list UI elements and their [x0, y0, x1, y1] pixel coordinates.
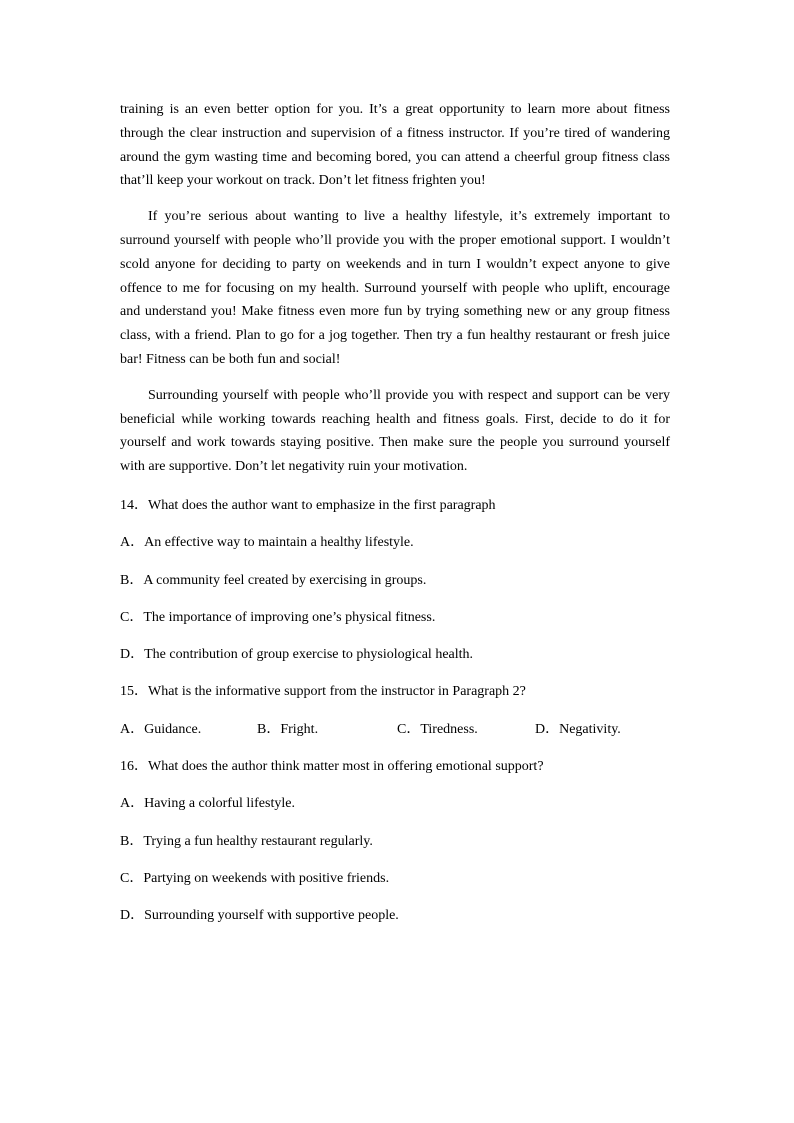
option-a: A．An effective way to maintain a healthy lifestyle.	[120, 535, 414, 551]
option-a: A．Guidance.	[120, 721, 202, 737]
option-d: D．Negativity.	[535, 721, 621, 737]
option-a: A．Having a colorful lifestyle.	[120, 796, 295, 812]
passage-paragraph-2	[120, 205, 670, 372]
question-16	[120, 757, 670, 943]
option-b: B．Fright.	[257, 721, 319, 737]
question-15	[120, 682, 670, 757]
option-c: C．The importance of improving one’s physical fitness.	[120, 609, 436, 625]
passage-paragraph-continued	[120, 98, 670, 193]
option-b: B．Trying a fun healthy restaurant regularly.	[120, 833, 373, 849]
paragraph-text: Surrounding yourself with people who’ll provide you with respect and support can be very beneficial while working towards reaching health and fitness goals. First, decide to do it for yourself and work towards staying positive. Then make sure the people you surround yourself with are supportive. Don’t let negativity ruin your motivation.	[120, 387, 670, 475]
question-stem: 16．What does the author think matter most in offering emotional support?	[120, 759, 544, 775]
paragraph-text: If you’re serious about wanting to live a healthy lifestyle, it’s extremely important to surround yourself with people who’ll provide you with the proper emotional support. I wouldn’t scold anyone for deciding to party on weekends and in turn I wouldn’t expect anyone to give offence to me for focusing on my health. Surround yourself with people who uplift, encourage and understand you! Make fitness even more fun by trying something new or any group fitness class, with a friend. Plan to go for a jog together. Then try a fun healthy restaurant or fresh juice bar! Fitness can be both fun and social!	[120, 209, 670, 367]
question-stem: 15．What is the informative support from the instructor in Paragraph 2?	[120, 684, 526, 700]
page-content	[120, 98, 670, 944]
option-b: B．A community feel created by exercising in groups.	[120, 572, 427, 588]
options-row	[120, 720, 670, 757]
question-14	[120, 496, 670, 682]
option-d: D．The contribution of group exercise to physiological health.	[120, 647, 474, 663]
passage-paragraph-3	[120, 384, 670, 479]
option-c: C．Partying on weekends with positive friends.	[120, 870, 390, 886]
option-c: C．Tiredness.	[397, 721, 478, 737]
option-d: D．Surrounding yourself with supportive people.	[120, 908, 399, 924]
question-stem: 14．What does the author want to emphasize in the first paragraph	[120, 497, 496, 513]
paragraph-text: training is an even better option for you. It’s a great opportunity to learn more about fitness through the clear instruction and supervision of a fitness instructor. If you’re tired of wandering around the gym wasting time and becoming bored, you can attend a cheerful group fitness class that’ll keep your workout on track. Don’t let fitness frighten you!	[120, 102, 670, 189]
